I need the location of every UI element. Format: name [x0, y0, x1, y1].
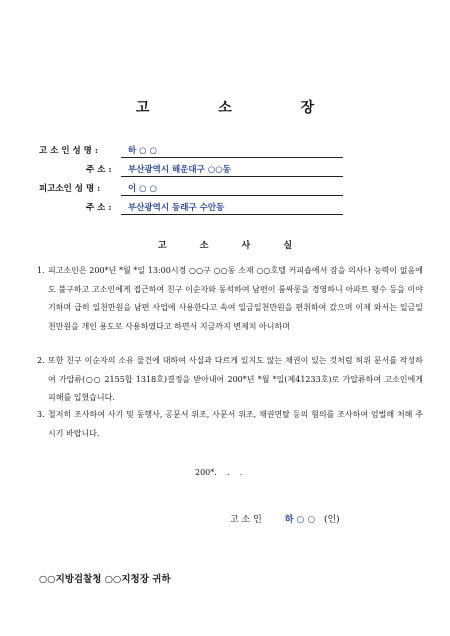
- paragraph-number: 1.: [37, 266, 45, 275]
- signature-seal: (인): [323, 515, 340, 525]
- complainant-address-label: 주 소 :: [86, 165, 112, 175]
- paragraph-number: 3.: [37, 410, 45, 419]
- complainant-name-underline: [121, 157, 343, 158]
- paragraph-text: 또한 친구 이순자의 소유 물건에 대하여 사실과 다르게 있지도 않는 채권이 있는 것처럼 허위 문서를 작성하여 가압류(○○ 2155합 1318호)결정을 받아내어 200*년 *월 *일(제41233호)로 가압류하여 고소인에게 피해를 입혔습니다.: [48, 356, 423, 402]
- signature-label: 고 소 인: [230, 515, 262, 525]
- signature-name: 하 ○ ○: [284, 515, 316, 525]
- paragraph-3: [37, 406, 423, 443]
- complainant-name: 하 ○ ○: [128, 146, 157, 156]
- accused-address-label: 주 소 :: [86, 203, 112, 213]
- paragraph-2: [37, 352, 423, 408]
- complainant-address-underline: [121, 176, 343, 177]
- paragraph-number: 2.: [37, 356, 45, 365]
- accused-address: 부산광역시 동래구 수안동: [128, 203, 225, 213]
- paragraph-text: 철저히 조사하여 사기 및 동행사, 공문서 위조, 사문서 위조, 채권면탈 등의 혐의를 조사하여 엄벌해 처해 주시기 바랍니다.: [48, 410, 423, 438]
- signature-line: [230, 512, 340, 525]
- section-title: 고 소 사 실: [157, 241, 308, 251]
- accused-name: 이 ○ ○: [128, 184, 157, 194]
- accused-address-underline: [121, 214, 343, 215]
- paragraph-text: 피고소인은 200*년 *월 *일 13:00시경 ○○구 ○○동 소재 ○○호텔 커피숍에서 잠을 의사나 능력이 없음에도 불구하고 고소인에게 접근하여 친구 이순자와 동석하여 남편이 룸싸롱을 경영하니 아파트 평수 등을 이야기하며 급히 일천만원을 남편 사업에 사용한다고 속여 일금일천만원을 편취하여 갔으며 이제 와서는 일금일천만원을 개인 용도로 사용하였다고 하면서 지금까지 변제치 아니하며: [48, 266, 423, 331]
- accused-name-label: 피고소인 성 명 :: [39, 184, 101, 194]
- document-date: 200*. . .: [195, 468, 243, 477]
- document-title: 고 소 장: [135, 100, 347, 116]
- accused-name-underline: [121, 195, 343, 196]
- paragraph-1: [37, 262, 423, 336]
- recipient-authority: ○○지방검찰청 ○○지청장 귀하: [39, 574, 171, 585]
- complainant-name-label: 고 소 인 성 명 :: [39, 146, 98, 156]
- complainant-address: 부산광역시 해운대구 ○○동: [128, 165, 231, 175]
